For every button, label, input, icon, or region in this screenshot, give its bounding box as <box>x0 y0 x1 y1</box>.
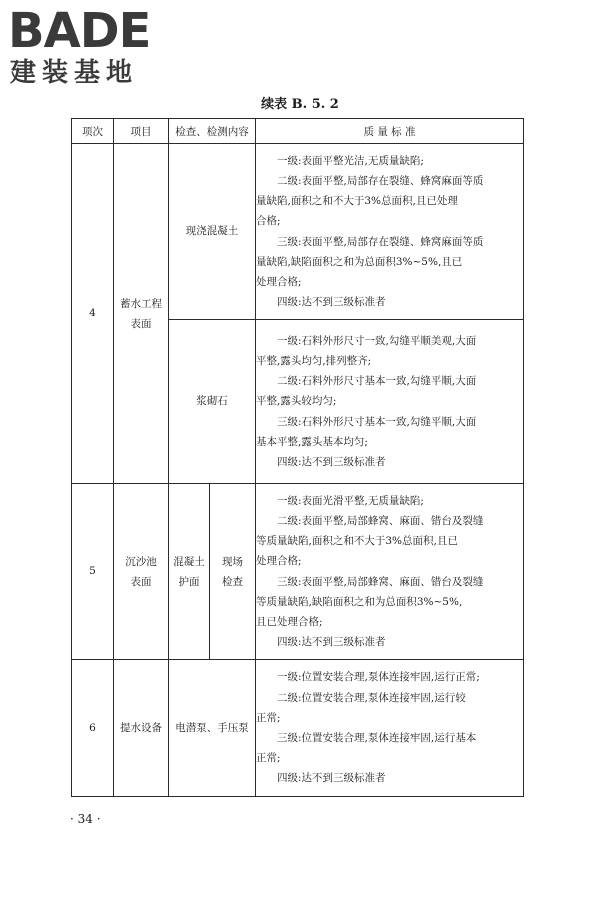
row-item <box>114 144 169 484</box>
row-standard <box>256 320 524 484</box>
table-header-row <box>72 119 524 144</box>
std-line: 三级:位置安装合理,泵体连接牢固,运行基本 <box>277 732 477 744</box>
std-line: 基本平整,露头基本均匀; <box>256 435 368 448</box>
inspect-line: 检查 <box>222 575 243 588</box>
row-inspect: 现浇混凝土 <box>169 144 256 320</box>
std-line: 二级:位置安装合理,泵体连接牢固,运行较 <box>277 691 466 704</box>
inspect-line: 护面 <box>178 575 200 588</box>
std-line: 一级:石料外形尺寸一致,勾缝平顺美观,大面 <box>277 334 477 347</box>
header-inspect: 检查、检测内容 <box>169 119 256 144</box>
std-line: 三级:表面平整,局部存在裂缝、蜂窝麻面等质 <box>277 235 484 248</box>
row-standard <box>256 144 524 320</box>
logo-wordmark: BADE <box>8 3 151 59</box>
row-inspect: 电潜泵、手压泵 <box>169 660 256 797</box>
std-line: 三级:石料外形尺寸基本一致,勾缝平顺,大面 <box>277 415 477 428</box>
row-no: 6 <box>72 660 114 797</box>
row-standard <box>256 484 524 660</box>
std-line: 二级:表面平整,局部蜂窝、麻面、错台及裂缝 <box>277 514 484 527</box>
item-line: 沉沙池 <box>125 555 157 568</box>
std-line: 二级:石料外形尺寸基本一致,勾缝平顺,大面 <box>277 375 477 388</box>
item-line: 表面 <box>130 317 152 330</box>
std-line: 三级:表面平整,局部蜂窝、麻面、错台及裂缝 <box>277 575 484 588</box>
item-line: 蓄水工程 <box>120 297 162 310</box>
quality-standard-table <box>71 118 524 797</box>
row-inspect-part <box>169 484 210 660</box>
std-line: 二级:表面平整,局部存在裂缝、蜂窝麻面等质 <box>277 174 484 187</box>
std-line: 四级:达不到三级标准者 <box>277 296 386 309</box>
std-line: 平整,露头较均匀; <box>256 395 337 408</box>
inspect-line: 现场 <box>222 555 243 568</box>
table-title: 续表 B. 5. 2 <box>261 97 339 112</box>
bade-logo <box>8 4 178 92</box>
std-line: 量缺陷,面积之和不大于3%总面积,且已处理 <box>256 195 458 208</box>
row-standard <box>256 660 524 797</box>
row-item: 提水设备 <box>114 660 169 797</box>
header-no: 项次 <box>72 119 114 144</box>
std-line: 四级:达不到三级标准者 <box>277 772 386 785</box>
table-row <box>72 660 524 797</box>
row-no: 4 <box>72 144 114 484</box>
std-line: 一级:表面光滑平整,无质量缺陷; <box>277 494 424 507</box>
row-item <box>114 484 169 660</box>
item-line: 表面 <box>130 575 152 588</box>
row-inspect-method <box>210 484 256 660</box>
std-line: 等质量缺陷,缺陷面积之和为总面积3%~5%, <box>256 595 463 608</box>
std-line: 量缺陷,缺陷面积之和为总面积3%~5%,且已 <box>256 255 463 268</box>
logo-chinese-name: 建装基地 <box>10 58 139 88</box>
std-line: 平整,露头均匀,排列整齐; <box>256 354 372 367</box>
header-standard: 质 量 标 准 <box>256 119 524 144</box>
row-no: 5 <box>72 484 114 660</box>
std-line: 一级:表面平整光洁,无质量缺陷; <box>277 154 424 167</box>
std-line: 四级:达不到三级标准者 <box>277 456 386 468</box>
header-item: 项目 <box>114 119 169 144</box>
std-line: 一级:位置安装合理,泵体连接牢固,运行正常; <box>277 671 480 684</box>
table-row <box>72 484 524 660</box>
std-line: 处理合格; <box>256 555 302 568</box>
std-line: 且已处理合格; <box>256 615 323 628</box>
std-line: 正常; <box>256 711 281 724</box>
std-line: 合格; <box>256 215 281 228</box>
std-line: 四级:达不到三级标准者 <box>277 636 386 649</box>
std-line: 处理合格; <box>256 275 302 288</box>
page-number: · 34 · <box>70 812 101 826</box>
row-inspect: 浆砌石 <box>169 320 256 484</box>
std-line: 等质量缺陷,面积之和不大于3%总面积,且已 <box>256 535 458 548</box>
std-line: 正常; <box>256 752 281 765</box>
table-row <box>72 144 524 320</box>
inspect-line: 混凝土 <box>173 555 205 568</box>
